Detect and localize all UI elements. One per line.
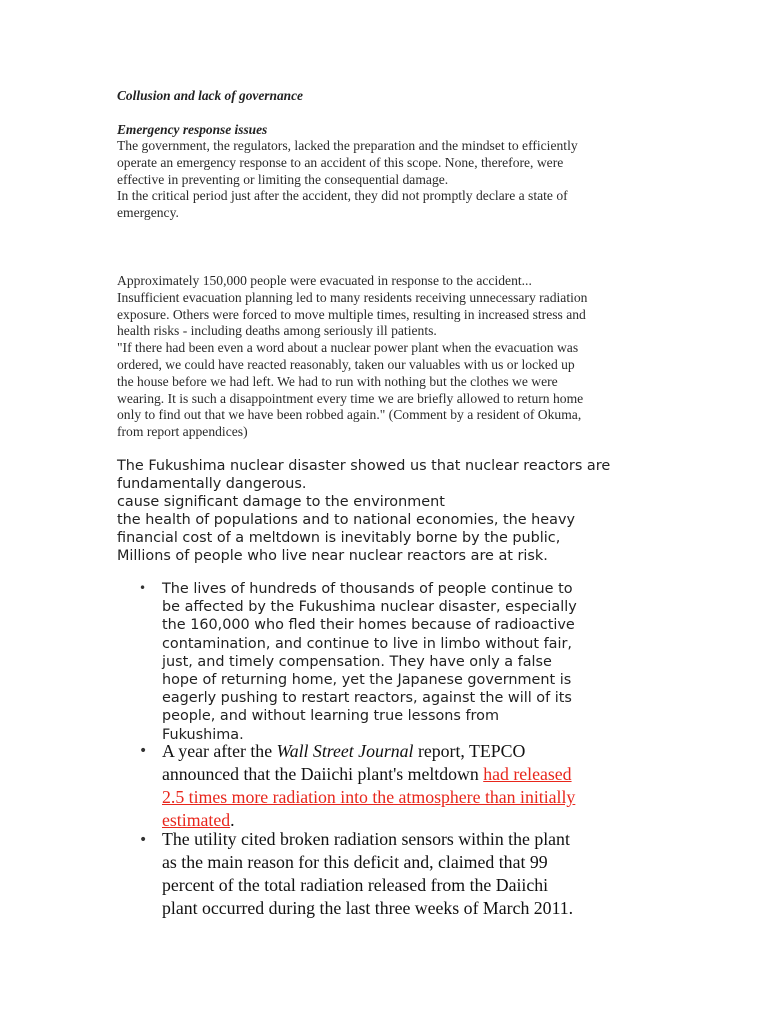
bullet-item-utility-explanation xyxy=(162,828,642,920)
text-line: contamination, and continue to live in limbo without fair, xyxy=(162,635,572,652)
text-line: Fukushima. xyxy=(162,726,244,743)
text-line: Approximately 150,000 people were evacuated in response to the accident... xyxy=(117,273,532,288)
text-line: effective in preventing or limiting the consequential damage. xyxy=(117,171,449,187)
radiation-estimate-link[interactable]: estimated xyxy=(162,810,231,830)
bullet-item-tepco-announcement xyxy=(162,740,642,832)
text-line: emergency. xyxy=(117,205,179,221)
text-line: Insufficient evacuation planning led to many residents receiving unnecessary radiation xyxy=(117,289,588,305)
text-line: Millions of people who live near nuclear reactors are at risk. xyxy=(117,548,548,564)
subsection-title: Emergency response issues xyxy=(117,122,268,137)
text-line: people, and without learning true lessons from xyxy=(162,708,499,725)
text-line: health risks - including deaths among seriously ill patients. xyxy=(117,323,437,339)
text-line: only to find out that we have been robbed again." (Comment by a resident of Okuma, xyxy=(117,407,582,423)
text-line: plant occurred during the last three weeks of March 2011. xyxy=(162,898,574,918)
text-line: hope of returning home, yet the Japanese government is xyxy=(162,672,572,689)
evacuation-paragraph xyxy=(117,273,637,441)
text-line: The Fukushima nuclear disaster showed us that nuclear reactors are xyxy=(117,458,611,474)
text-run: announced that the Daiichi plant's meltdown xyxy=(162,764,484,784)
section-title: Collusion and lack of governance xyxy=(117,88,303,103)
text-line: exposure. Others were forced to move multiple times, resulting in increased stress and xyxy=(117,306,586,322)
emergency-paragraph xyxy=(117,138,637,222)
text-line: wearing. It is such a disappointment every time we are briefly allowed to return home xyxy=(117,390,584,406)
bullet-marker: • xyxy=(139,832,148,848)
text-run: report, TEPCO xyxy=(413,741,526,761)
bullet-marker: • xyxy=(139,743,148,759)
bullet-marker: • xyxy=(139,581,147,595)
text-line: ordered, we could have reacted reasonably, taken our valuables with us or locked up xyxy=(117,356,575,372)
text-line: be affected by the Fukushima nuclear disaster, especially xyxy=(162,599,577,616)
text-run: A year after the xyxy=(162,741,277,761)
text-line: eagerly pushing to restart reactors, against the will of its xyxy=(162,690,572,707)
radiation-estimate-link[interactable]: 2.5 times more radiation into the atmosphere than initially xyxy=(162,787,576,807)
text-run: . xyxy=(230,810,235,830)
text-line: financial cost of a meltdown is inevitably borne by the public, xyxy=(117,530,561,546)
danger-paragraph xyxy=(117,457,657,565)
text-line: the health of populations and to national economies, the heavy xyxy=(117,512,576,528)
text-line: the 160,000 who fled their homes because of radioactive xyxy=(162,617,575,634)
text-line xyxy=(162,763,642,786)
text-line: The lives of hundreds of thousands of people continue to xyxy=(162,581,573,597)
text-line: In the critical period just after the accident, they did not promptly declare a state of xyxy=(117,188,568,204)
text-line: from report appendices) xyxy=(117,424,248,440)
text-line xyxy=(162,786,642,809)
bullet-item-evacuees xyxy=(162,580,632,744)
text-line: cause significant damage to the environment xyxy=(117,494,445,510)
text-line: just, and timely compensation. They have only a false xyxy=(162,653,552,670)
publication-name: Wall Street Journal xyxy=(276,741,414,761)
text-line: "If there had been even a word about a nuclear power plant when the evacuation was xyxy=(117,340,579,356)
text-line xyxy=(162,740,642,763)
text-line: operate an emergency response to an accident of this scope. None, therefore, were xyxy=(117,154,564,170)
text-line: The government, the regulators, lacked the preparation and the mindset to efficiently xyxy=(117,138,578,153)
radiation-estimate-link[interactable]: had released xyxy=(483,764,572,784)
text-line: the house before we had left. We had to run with nothing but the clothes we were xyxy=(117,373,558,389)
text-line: fundamentally dangerous. xyxy=(117,476,307,492)
text-line: as the main reason for this deficit and, claimed that 99 xyxy=(162,852,548,872)
text-line: The utility cited broken radiation sensors within the plant xyxy=(162,829,570,849)
text-line: percent of the total radiation released from the Daiichi xyxy=(162,875,549,895)
